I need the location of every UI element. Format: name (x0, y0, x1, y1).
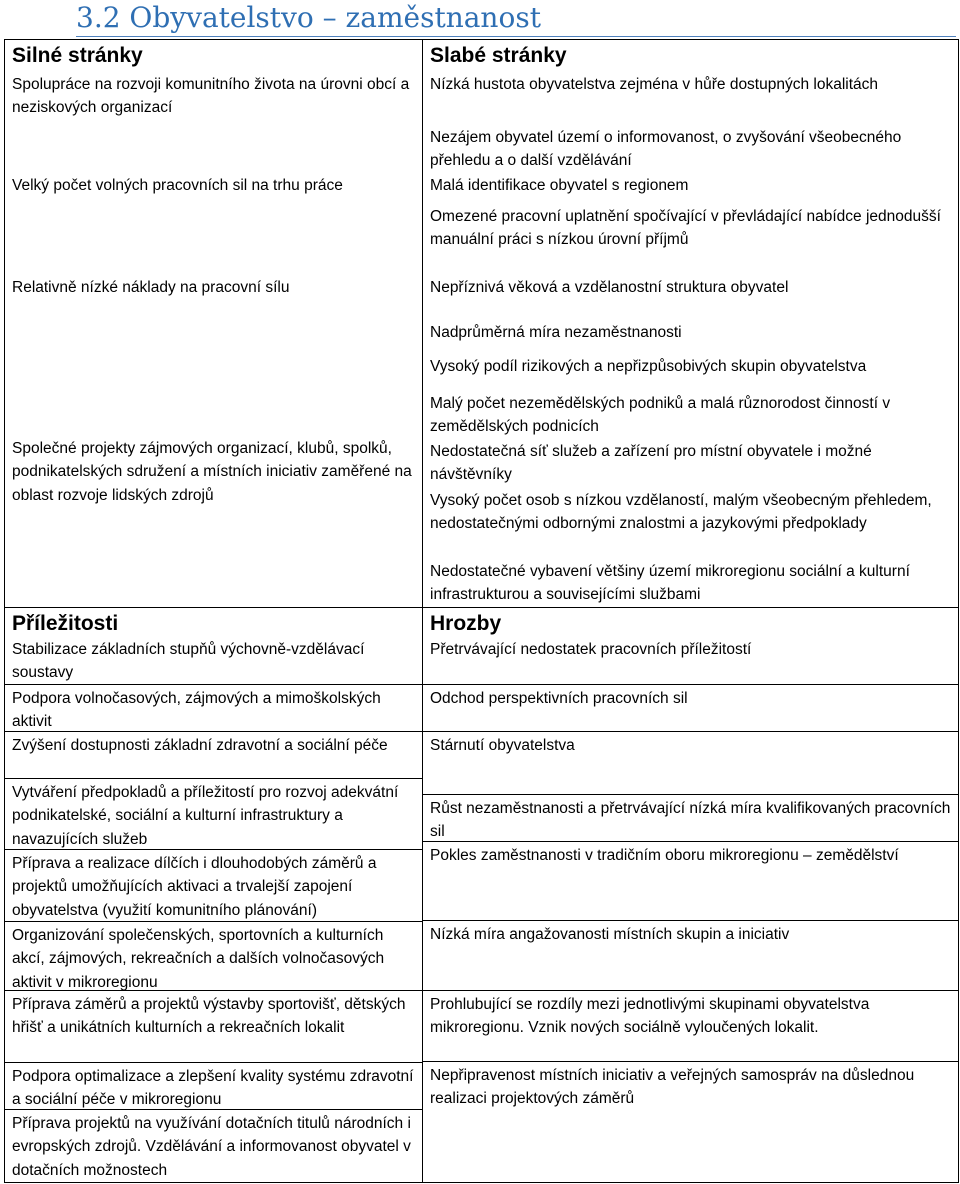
weakness-item: Nadprůměrná míra nezaměstnanosti (430, 324, 682, 341)
weakness-item: Malý počet nezemědělských podniků a malá různorodost činností v zemědělských podnicích (430, 395, 891, 436)
opportunity-item: Organizování společenských, sportovních a kulturních akcí, zájmových, rekreačních a dalších volnočasových aktivit v mikroregionu (5, 921, 422, 991)
opportunity-item: Podpora optimalizace a zlepšení kvality systému zdravotní a sociální péče v mikroregionu (5, 1062, 422, 1110)
weakness-item: Vysoký podíl rizikových a nepřizpůsobivých skupin obyvatelstva (430, 358, 867, 375)
strength-item: Spolupráce na rozvoji komunitního života na úrovni obcí a neziskových organizací (12, 76, 410, 117)
threat-item: Růst nezaměstnanosti a přetrvávající nízká míra kvalifikovaných pracovních sil (423, 794, 958, 842)
weakness-item: Nepříznivá věková a vzdělanostní struktura obyvatel (430, 279, 789, 296)
strengths-heading: Silné stránky (12, 44, 143, 67)
threat-item: Odchod perspektivních pracovních sil (423, 684, 958, 732)
weakness-item: Nízká hustota obyvatelstva zejména v hůře dostupných lokalitách (430, 76, 879, 93)
weakness-item: Nedostatečné vybavení většiny území mikroregionu sociální a kulturní infrastrukturou a souvisejícími službami (430, 563, 910, 604)
weakness-item: Omezené pracovní uplatnění spočívající v převládající nabídce jednodušší manuální práci s nízkou úrovní příjmů (430, 208, 941, 249)
weakness-item: Nedostatečná síť služeb a zařízení pro místní obyvatele i možné návštěvníky (430, 443, 872, 484)
strength-item: Relativně nízké náklady na pracovní sílu (12, 279, 290, 296)
opportunity-item: Stabilizace základních stupňů výchovně-vzdělávací soustavy (12, 641, 365, 682)
threat-item: Prohlubující se rozdíly mezi jednotlivými skupinami obyvatelstva mikroregionu. Vznik nových sociálně vyloučených lokalit. (423, 990, 958, 1062)
opportunity-item: Podpora volnočasových, zájmových a mimoškolských aktivit (5, 684, 422, 732)
opportunity-item: Vytváření předpokladů a příležitostí pro rozvoj adekvátní podnikatelské, sociální a kulturní infrastruktury a navazujících služeb (5, 778, 422, 850)
opportunity-item: Příprava a realizace dílčích i dlouhodobých záměrů a projektů umožňujících aktivaci a trvalejší zapojení obyvatelstva (využití komunitního plánování) (5, 849, 422, 922)
opportunity-item: Příprava záměrů a projektů výstavby sportovišť, dětských hřišť a unikátních kulturních a rekreačních lokalit (5, 990, 422, 1063)
strength-item: Velký počet volných pracovních sil na trhu práce (12, 177, 343, 194)
title-underline (76, 36, 956, 37)
weakness-item: Nezájem obyvatel území o informovanost, o zvyšování všeobecného přehledu a o další vzdělávání (430, 129, 902, 170)
threat-item: Stárnutí obyvatelstva (423, 731, 958, 795)
page-title: 3.2 Obyvatelstvo – zaměstnanost (76, 1, 541, 34)
threat-item: Nízká míra angažovanosti místních skupin a iniciativ (423, 920, 958, 991)
left-column (5, 40, 423, 1182)
strength-item: Společné projekty zájmových organizací, klubů, spolků, podnikatelských sdružení a místních iniciativ zaměřené na oblast rozvoje lidských zdrojů (12, 440, 412, 504)
threat-item: Pokles zaměstnanosti v tradičním oboru mikroregionu – zemědělství (423, 841, 958, 921)
threats-heading: Hrozby (423, 607, 958, 636)
threat-item: Přetrvávající nedostatek pracovních příležitostí (430, 641, 752, 658)
threat-item: Nepřipravenost místních iniciativ a veřejných samospráv na důslednou realizaci projektových záměrů (423, 1061, 958, 1182)
weaknesses-heading: Slabé stránky (430, 44, 567, 67)
weakness-item: Vysoký počet osob s nízkou vzdělaností, malým všeobecným přehledem, nedostatečnými odbornými znalostmi a jazykovými předpoklady (430, 492, 932, 533)
swot-table (4, 39, 959, 1183)
opportunity-item: Zvýšení dostupnosti základní zdravotní a sociální péče (5, 731, 422, 779)
weakness-item: Malá identifikace obyvatel s regionem (430, 177, 689, 194)
opportunities-heading: Příležitosti (5, 607, 422, 636)
right-column (423, 40, 958, 1182)
opportunity-item: Příprava projektů na využívání dotačních titulů národních i evropských zdrojů. Vzdělávání a informovanost obyvatel v dotačních možnostech (5, 1109, 422, 1182)
